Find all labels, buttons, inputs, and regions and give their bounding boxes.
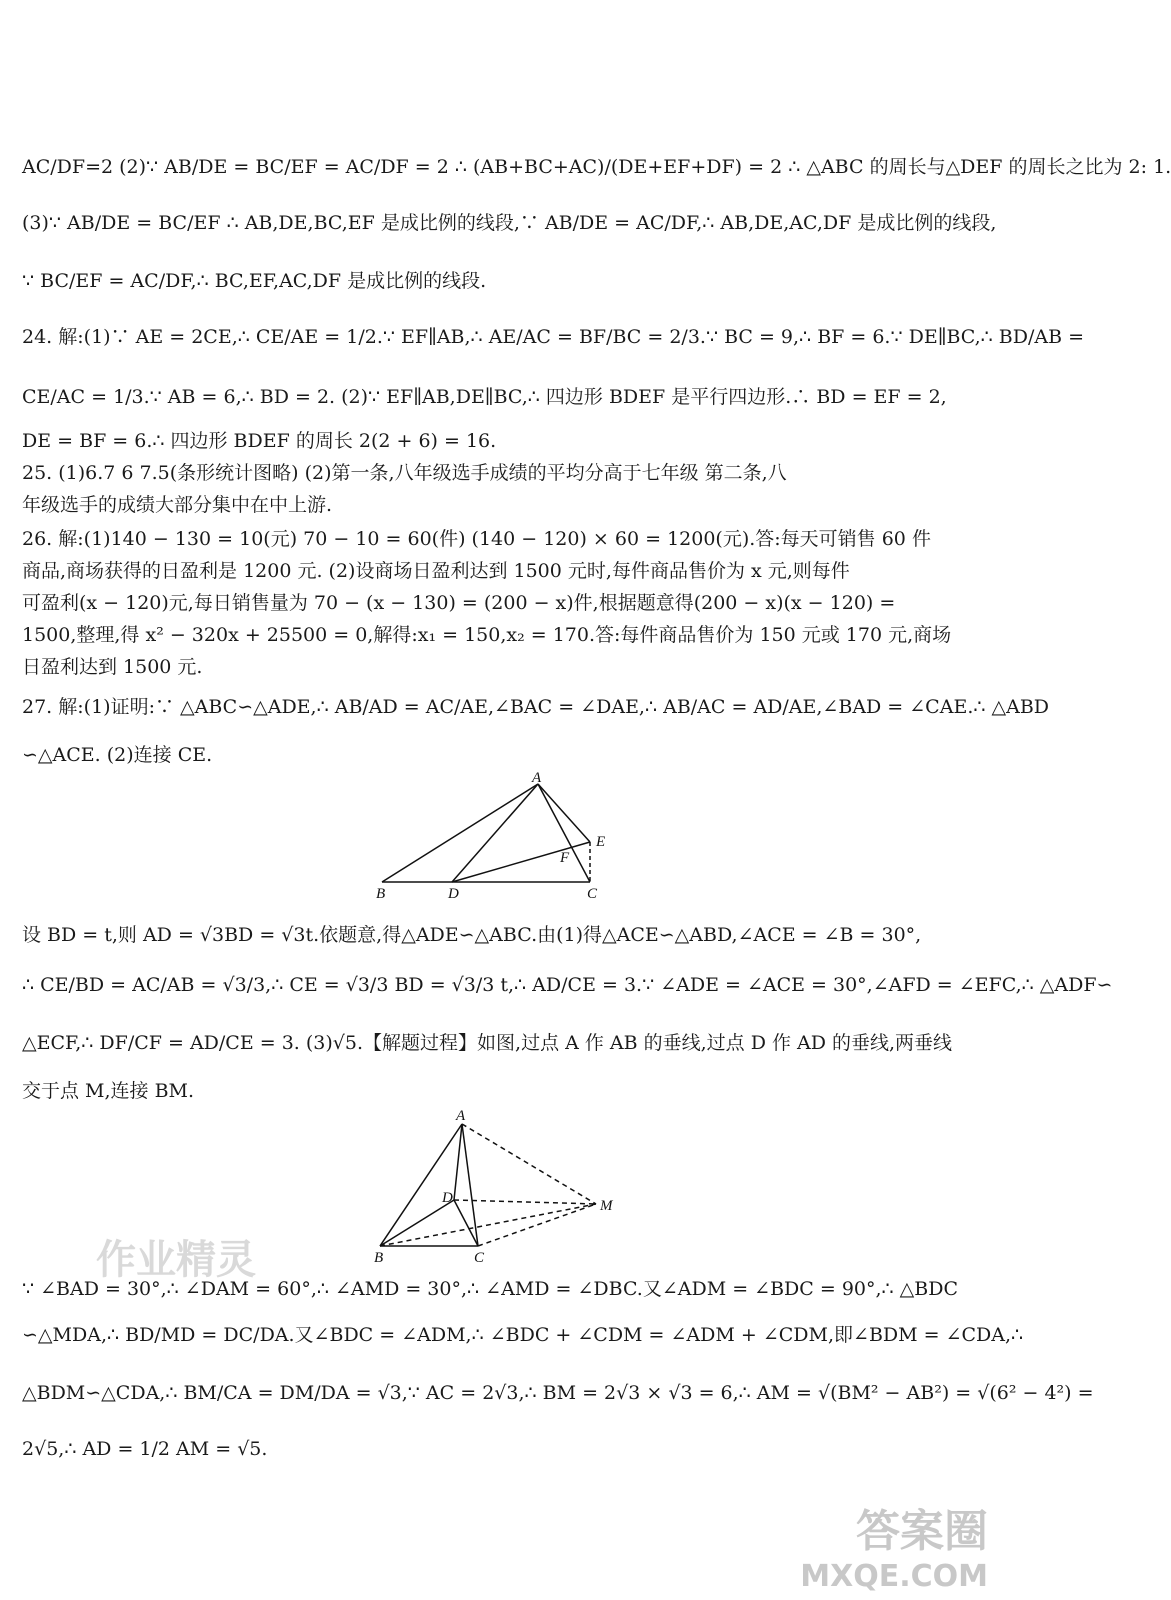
text-line: 25. (1)6.7 6 7.5(条形统计图略) (2)第一条,八年级选手成绩的平均分高于七年级 第二条,八 (22, 462, 787, 484)
triangle-figure-2 (366, 1104, 626, 1264)
text-line: DE = BF = 6.∴ 四边形 BDEF 的周长 2(2 + 6) = 16. (22, 430, 497, 452)
text-line: △BDM∽△CDA,∴ BM/CA = DM/DA = √3,∵ AC = 2√3,∴ BM = 2√3 × √3 = 6,∴ AM = √(BM² − AB²) = √(6² − 4²) = (22, 1382, 1094, 1404)
triangle-figure-1 (360, 772, 620, 902)
text-line: 可盈利(x − 120)元,每日销售量为 70 − (x − 130) = (200 − x)件,根据题意得(200 − x)(x − 120) = (22, 592, 896, 614)
text-line: ∴ CE/BD = AC/AB = √3/3,∴ CE = √3/3 BD = √3/3 t,∴ AD/CE = 3.∵ ∠ADE = ∠ACE = 30°,∠AFD = ∠EFC,∴ △ADF∽ (22, 974, 1113, 996)
text-line: 26. 解:(1)140 − 130 = 10(元) 70 − 10 = 60(件) (140 − 120) × 60 = 1200(元).答:每天可销售 60 件 (22, 528, 931, 550)
text-line: ∽△ACE. (2)连接 CE. (22, 744, 213, 766)
label-F: F (560, 850, 570, 866)
label-E: E (596, 834, 606, 850)
text-line: 商品,商场获得的日盈利是 1200 元. (2)设商场日盈利达到 1500 元时,每件商品售价为 x 元,则每件 (22, 560, 850, 582)
watermark-logo: 答案圈 MXQE.COM (800, 1506, 988, 1594)
text-line: 日盈利达到 1500 元. (22, 656, 203, 678)
label-C: C (474, 1250, 485, 1266)
text-line: ∽△MDA,∴ BD/MD = DC/DA.又∠BDC = ∠ADM,∴ ∠BDC + ∠CDM = ∠ADM + ∠CDM,即∠BDM = ∠CDA,∴ (22, 1324, 1024, 1346)
label-A: A (456, 1108, 466, 1124)
label-M: M (600, 1198, 613, 1214)
text-line: ∵ BC/EF = AC/DF,∴ BC,EF,AC,DF 是成比例的线段. (22, 270, 487, 292)
label-D: D (448, 886, 459, 902)
text-line: 27. 解:(1)证明:∵ △ABC∽△ADE,∴ AB/AD = AC/AE,∠BAC = ∠DAE,∴ AB/AC = AD/AE,∠BAD = ∠CAE.∴ △ABD (22, 696, 1050, 718)
text-line: 2√5,∴ AD = 1/2 AM = √5. (22, 1438, 268, 1460)
label-C: C (587, 886, 598, 902)
text-line: △ECF,∴ DF/CF = AD/CE = 3. (3)√5.【解题过程】如图,过点 A 作 AB 的垂线,过点 D 作 AD 的垂线,两垂线 (22, 1032, 953, 1054)
label-D: D (442, 1190, 453, 1206)
label-B: B (374, 1250, 384, 1266)
text-line: AC/DF=2 (2)∵ AB/DE = BC/EF = AC/DF = 2 ∴ (AB+BC+AC)/(DE+EF+DF) = 2 ∴ △ABC 的周长与△DEF 的周长之比为 2: 1. (22, 156, 1171, 178)
text-line: 1500,整理,得 x² − 320x + 25500 = 0,解得:x₁ = 150,x₂ = 170.答:每件商品售价为 150 元或 170 元,商场 (22, 624, 952, 646)
text-line: 年级选手的成绩大部分集中在中上游. (22, 494, 333, 516)
text-line: 设 BD = t,则 AD = √3BD = √3t.依题意,得△ADE∽△ABC.由(1)得△ACE∽△ABD,∠ACE = ∠B = 30°, (22, 924, 922, 946)
text-line: CE/AC = 1/3.∵ AB = 6,∴ BD = 2. (2)∵ EF∥AB,DE∥BC,∴ 四边形 BDEF 是平行四边形.∴ BD = EF = 2, (22, 386, 947, 408)
label-B: B (376, 886, 386, 902)
label-A: A (532, 770, 542, 786)
text-line: ∵ ∠BAD = 30°,∴ ∠DAM = 60°,∴ ∠AMD = 30°,∴ ∠AMD = ∠DBC.又∠ADM = ∠BDC = 90°,∴ △BDC (22, 1278, 959, 1300)
watermark-text: 作业精灵 (96, 1236, 256, 1283)
text-line: 交于点 M,连接 BM. (22, 1080, 195, 1102)
text-line: 24. 解:(1)∵ AE = 2CE,∴ CE/AE = 1/2.∵ EF∥AB,∴ AE/AC = BF/BC = 2/3.∵ BC = 9,∴ BF = 6.∵ DE∥BC,∴ BD/AB = (22, 326, 1085, 348)
text-line: (3)∵ AB/DE = BC/EF ∴ AB,DE,BC,EF 是成比例的线段,∵ AB/DE = AC/DF,∴ AB,DE,AC,DF 是成比例的线段, (22, 212, 997, 234)
